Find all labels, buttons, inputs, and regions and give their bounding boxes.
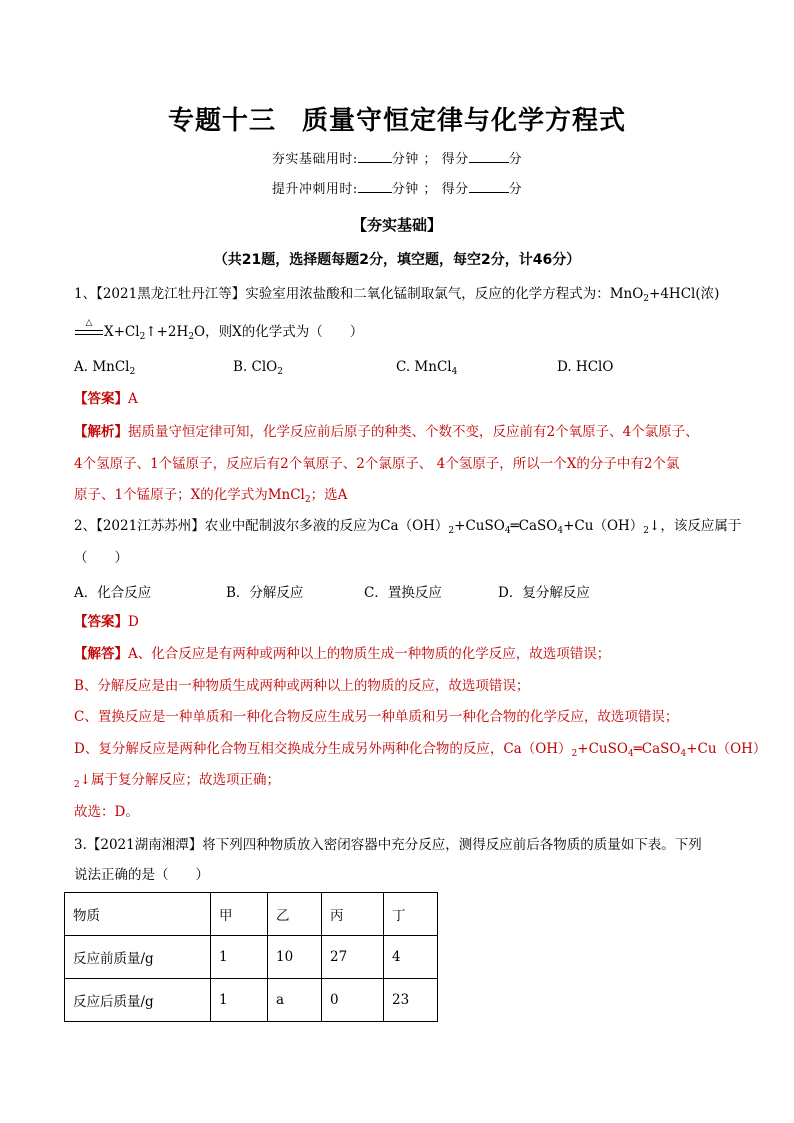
- section-subheading: （共21题，选择题每题2分，填空题，每空2分，计46分）: [213, 252, 581, 268]
- q2-option-a[interactable]: A．化合反应: [74, 585, 152, 601]
- table-row: [65, 936, 438, 979]
- title-topic-number: 专题十三: [167, 106, 276, 136]
- q2-stem-line1: 2、【2021江苏苏州】农业中配制波尔多液的反应为$Ca(OH)_2+CuSO_4═CaSO_4+Cu(OH)_2↓$，该反应属于: [74, 518, 742, 536]
- score-unit: 分: [508, 152, 523, 167]
- q1-option-c[interactable]: C. MnCl$_4$: [396, 359, 458, 377]
- q1-option-b[interactable]: B. ClO$_2$: [233, 359, 283, 377]
- q2-analysis-line1: 【解答】A、化合反应是有两种或两种以上的物质生成一种物质的化学反应，故选项错误；: [74, 646, 611, 662]
- table-cell: 0: [322, 979, 384, 1022]
- q2-stem-line2: （ ）: [74, 550, 128, 566]
- mass-table: [64, 892, 438, 1022]
- q1-option-d[interactable]: D. HClO: [557, 359, 614, 375]
- table-cell: 反应后质量/g: [65, 979, 211, 1022]
- score-blank[interactable]: [469, 180, 509, 193]
- q2-option-b[interactable]: B．分解反应: [226, 585, 304, 601]
- q2-analysis-line5: $_2$↓属于复分解反应；故选项正确；: [74, 772, 281, 790]
- q3-stem-line2: 说法正确的是（ ）: [74, 867, 209, 883]
- table-cell: 4: [384, 936, 438, 979]
- score-label: 得分: [441, 152, 469, 167]
- timer-basic-line: [0, 148, 794, 167]
- table-header-cell: 物质: [65, 893, 211, 936]
- table-cell: 反应前质量/g: [65, 936, 211, 979]
- table-cell: 10: [268, 936, 322, 979]
- q3-stem-line1: 3.【2021湖南湘潭】将下列四种物质放入密闭容器中充分反应，测得反应前后各物质的质量如下表。下列: [74, 837, 702, 853]
- table-header-cell: 丙: [322, 893, 384, 936]
- q1-stem-line2: △ $X+Cl_2↑+2H_2O$，则X的化学式为（ ）: [74, 323, 734, 341]
- separator: ；: [423, 152, 437, 167]
- table-cell: 1: [211, 979, 268, 1022]
- table-header-cell: 乙: [268, 893, 322, 936]
- table-header-row: [65, 893, 438, 936]
- table-cell: a: [268, 979, 322, 1022]
- q1-analysis-line1: 【解析】据质量守恒定律可知，化学反应前后原子的种类、个数不变，反应前有2个氧原子、4个氯原子、: [74, 424, 699, 440]
- q2-analysis-line3: C、置换反应是一种单质和一种化合物反应生成另一种单质和另一种化合物的化学反应，故选项错误；: [74, 709, 679, 725]
- q1-option-a[interactable]: A. MnCl$_2$: [74, 359, 136, 377]
- q2-answer: 【答案】D: [74, 614, 139, 630]
- timer-advanced-label: 提升冲刺用时:: [271, 182, 358, 197]
- time-blank[interactable]: [358, 150, 392, 163]
- page-title: [0, 100, 794, 137]
- q1-stem-line1: 1、【2021黑龙江牡丹江等】实验室用浓盐酸和二氧化锰制取氯气，反应的化学方程式为：MnO$_2$+4HCl(浓): [74, 286, 720, 304]
- q1-analysis-line2: 4个氢原子、1个锰原子，反应后有2个氧原子、2个氯原子、 4个氢原子，所以一个X的分子中有2个氯: [74, 456, 680, 472]
- minute-unit: 分钟: [391, 182, 419, 197]
- table-header-cell: 甲: [211, 893, 268, 936]
- title-topic-name: 质量守恒定律与化学方程式: [302, 106, 627, 136]
- q2-option-c[interactable]: C．置换反应: [364, 585, 442, 601]
- reaction-condition-sign: △: [74, 323, 104, 341]
- score-label: 得分: [441, 182, 469, 197]
- table-cell: 23: [384, 979, 438, 1022]
- score-blank[interactable]: [469, 150, 509, 163]
- table-cell: 27: [322, 936, 384, 979]
- section-heading: 【夯实基础】: [351, 216, 442, 234]
- q2-analysis-line4: D、复分解反应是两种化合物互相交换成分生成另外两种化合物的反应，$Ca(OH)_2+CuSO_4═CaSO_4+Cu(OH)$: [74, 741, 767, 759]
- timer-advanced-line: [0, 178, 794, 197]
- q1-analysis-line3: 原子、1个锰原子；X的化学式为MnCl$_2$；选A: [74, 487, 348, 505]
- score-unit: 分: [508, 182, 523, 197]
- minute-unit: 分钟: [391, 152, 419, 167]
- table-header-cell: 丁: [384, 893, 438, 936]
- time-blank[interactable]: [358, 180, 392, 193]
- q2-analysis-line2: B、分解反应是由一种物质生成两种或两种以上的物质的反应，故选项错误；: [74, 678, 530, 694]
- q2-option-d[interactable]: D．复分解反应: [498, 585, 590, 601]
- separator: ；: [423, 182, 437, 197]
- table-cell: 1: [211, 936, 268, 979]
- q2-analysis-line6: 故选：D。: [74, 804, 139, 820]
- timer-basic-label: 夯实基础用时:: [271, 152, 358, 167]
- q1-answer: 【答案】A: [74, 391, 138, 407]
- table-row: [65, 979, 438, 1022]
